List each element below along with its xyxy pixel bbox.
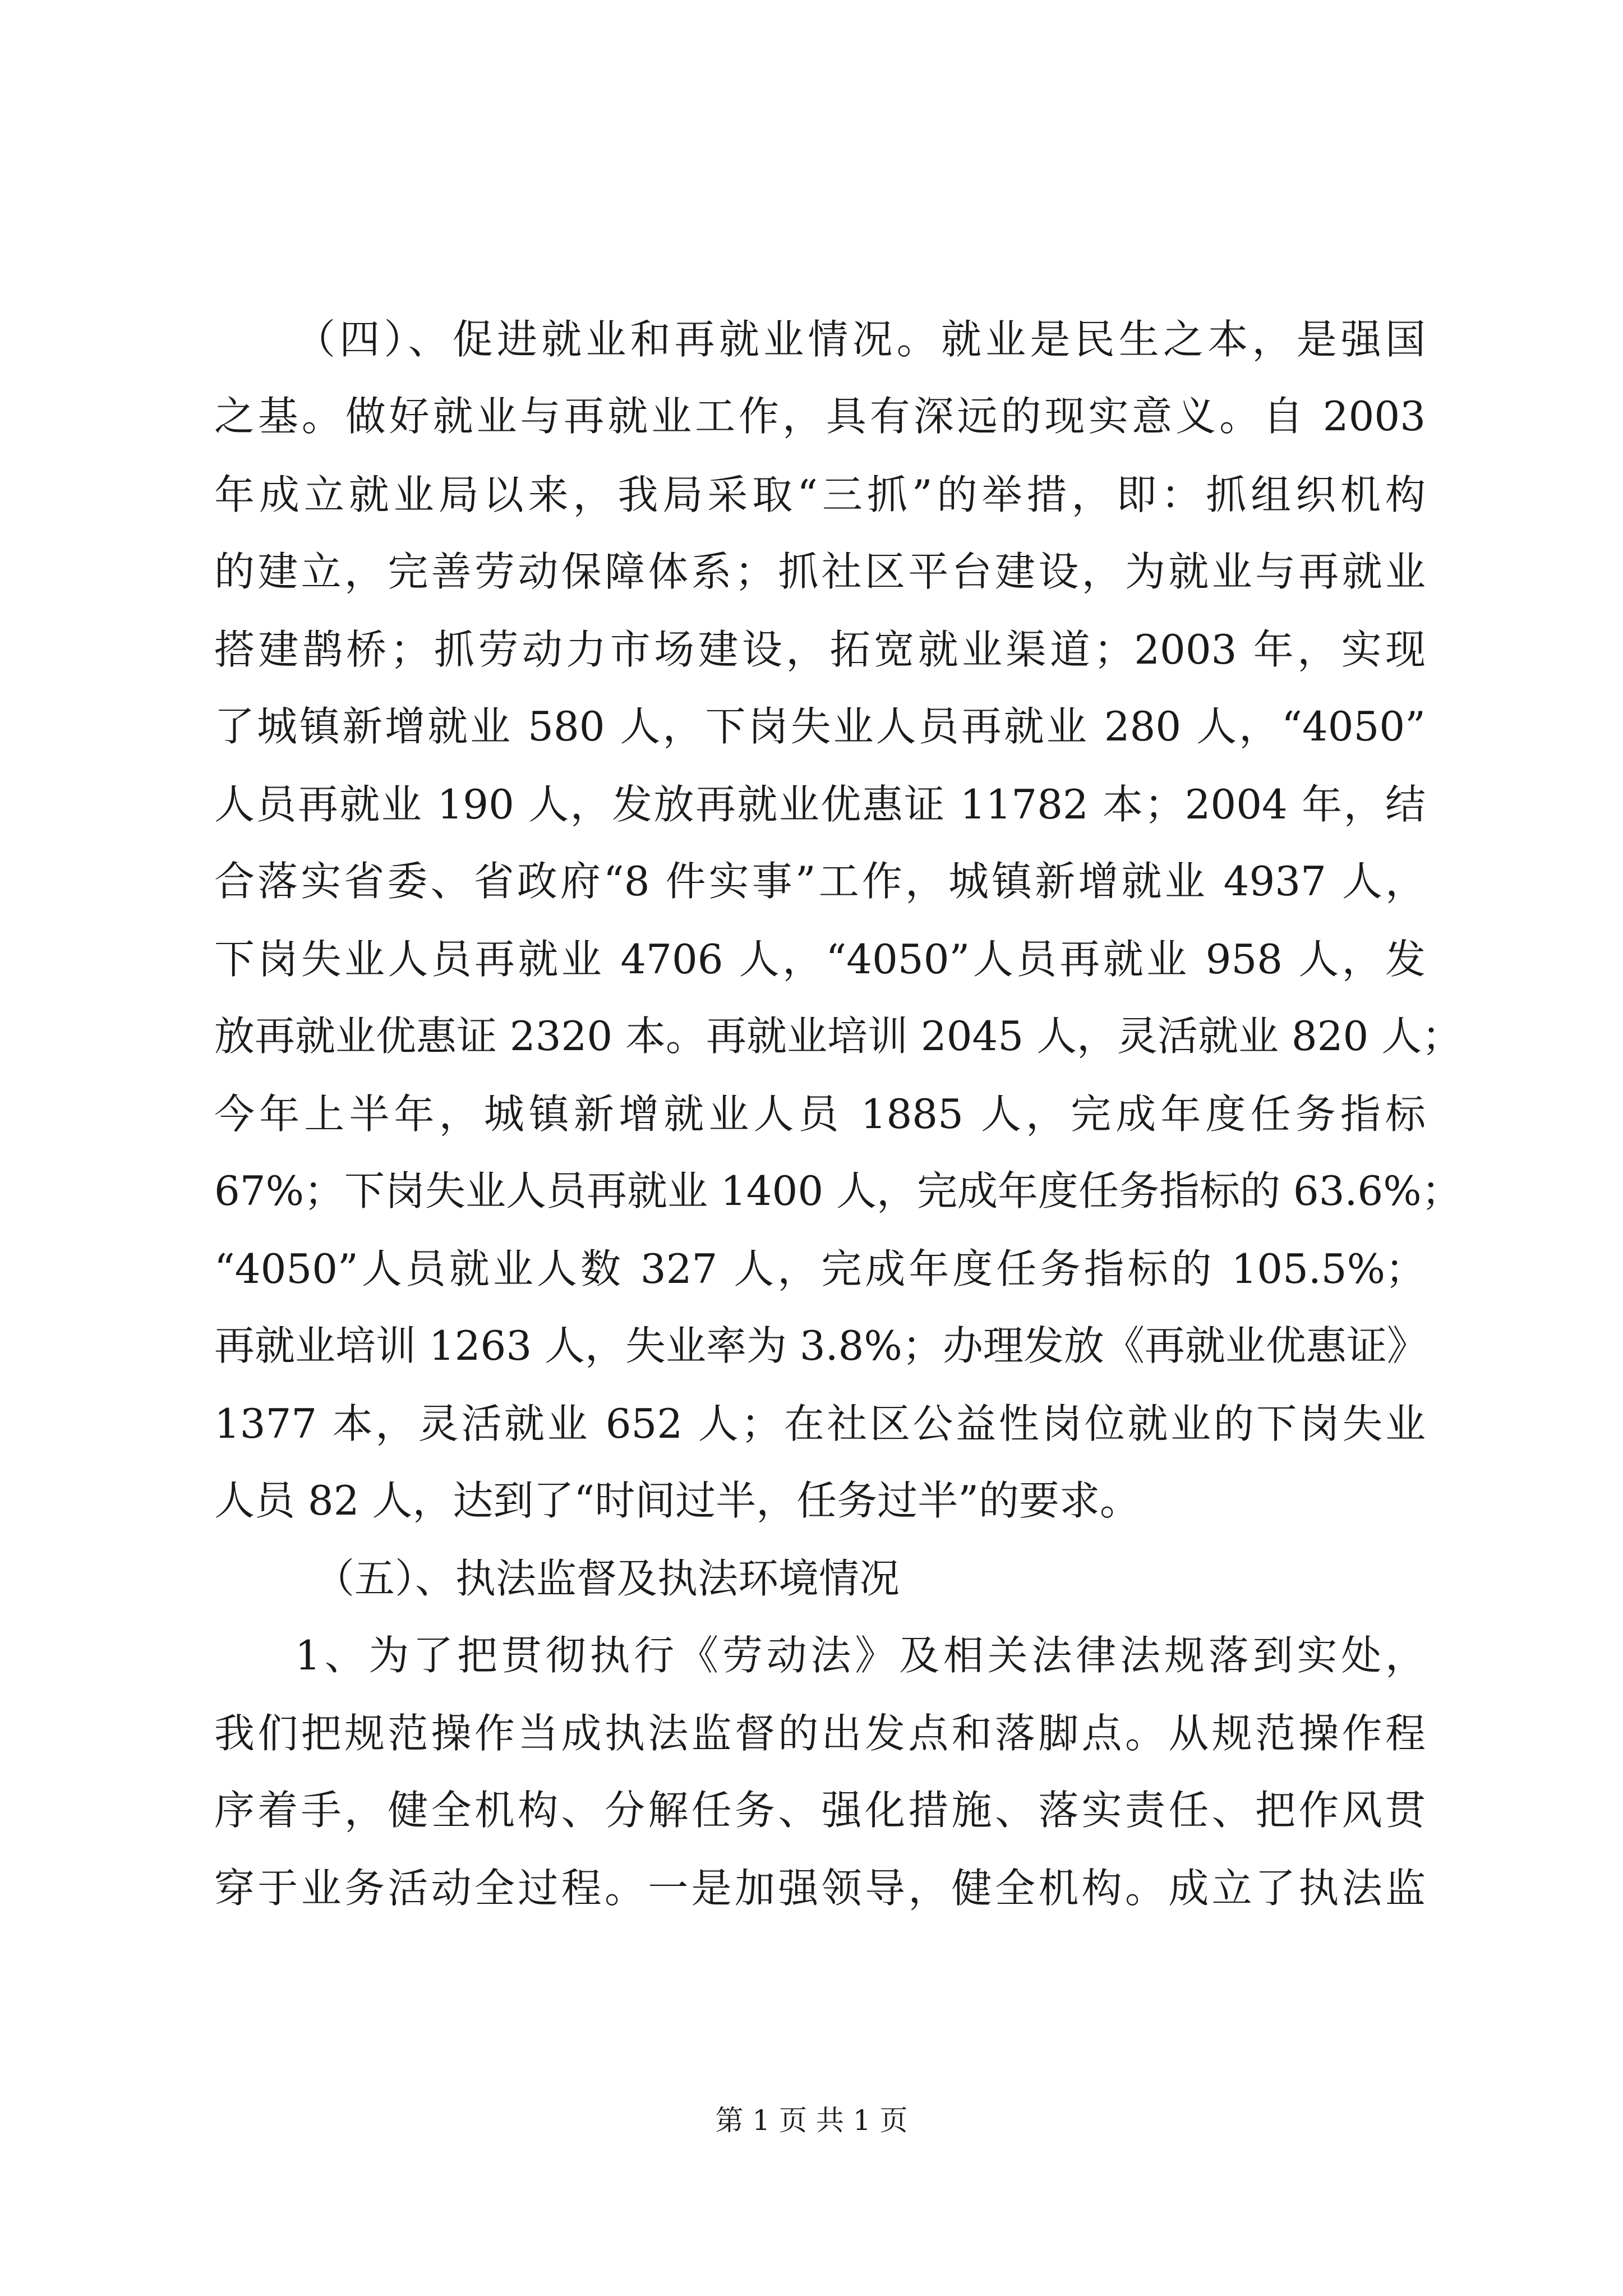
page-number-footer: 第 1 页 共 1 页: [715, 2104, 908, 2137]
section-heading: （五）、执法监督及执法环境情况: [314, 1555, 900, 1602]
paragraph-line: 1377 本，灵活就业 652 人；在社区公益性岗位就业的下岗失业: [214, 1400, 1426, 1447]
paragraph-line: 我们把规范操作当成执法监督的出发点和落脚点。从规范操作程: [214, 1710, 1426, 1757]
paragraph-line: 合落实省委、省政府“8 件实事”工作，城镇新增就业 4937 人，: [214, 858, 1426, 905]
paragraph-line: 序着手，健全机构、分解任务、强化措施、落实责任、把作风贯: [214, 1787, 1426, 1834]
paragraph-line: 人员 82 人，达到了“时间过半，任务过半”的要求。: [214, 1477, 1141, 1524]
paragraph-line: 的建立，完善劳动保障体系；抓社区平台建设，为就业与再就业: [214, 548, 1426, 595]
paragraph-line: 之基。做好就业与再就业工作，具有深远的现实意义。自 2003: [214, 393, 1426, 440]
paragraph-line: 放再就业优惠证 2320 本。再就业培训 2045 人，灵活就业 820 人；: [214, 1013, 1463, 1060]
paragraph-line: 了城镇新增就业 580 人，下岗失业人员再就业 280 人，“4050”: [214, 703, 1426, 750]
paragraph-line: 下岗失业人员再就业 4706 人，“4050”人员再就业 958 人，发: [214, 936, 1426, 983]
paragraph-line: 今年上半年，城镇新增就业人员 1885 人，完成年度任务指标: [214, 1091, 1426, 1138]
paragraph-line: 67%；下岗失业人员再就业 1400 人，完成年度任务指标的 63.6%；: [214, 1167, 1462, 1214]
paragraph-line: 搭建鹊桥；抓劳动力市场建设，拓宽就业渠道；2003 年，实现: [214, 626, 1426, 673]
paragraph-line: 年成立就业局以来，我局采取“三抓”的举措，即：抓组织机构: [214, 471, 1426, 518]
paragraph-line: 人员再就业 190 人，发放再就业优惠证 11782 本；2004 年，结: [214, 781, 1426, 828]
paragraph-line: 1、为了把贯彻执行《劳动法》及相关法律法规落到实处，: [295, 1632, 1426, 1679]
paragraph-line: “4050”人员就业人数 327 人，完成年度任务指标的 105.5%；: [214, 1245, 1426, 1292]
paragraph-line: 再就业培训 1263 人，失业率为 3.8%；办理发放《再就业优惠证》: [214, 1322, 1427, 1369]
paragraph-line: （四）、促进就业和再就业情况。就业是民生之本，是强国: [295, 316, 1426, 363]
paragraph-line: 穿于业务活动全过程。一是加强领导，健全机构。成立了执法监: [214, 1865, 1426, 1912]
